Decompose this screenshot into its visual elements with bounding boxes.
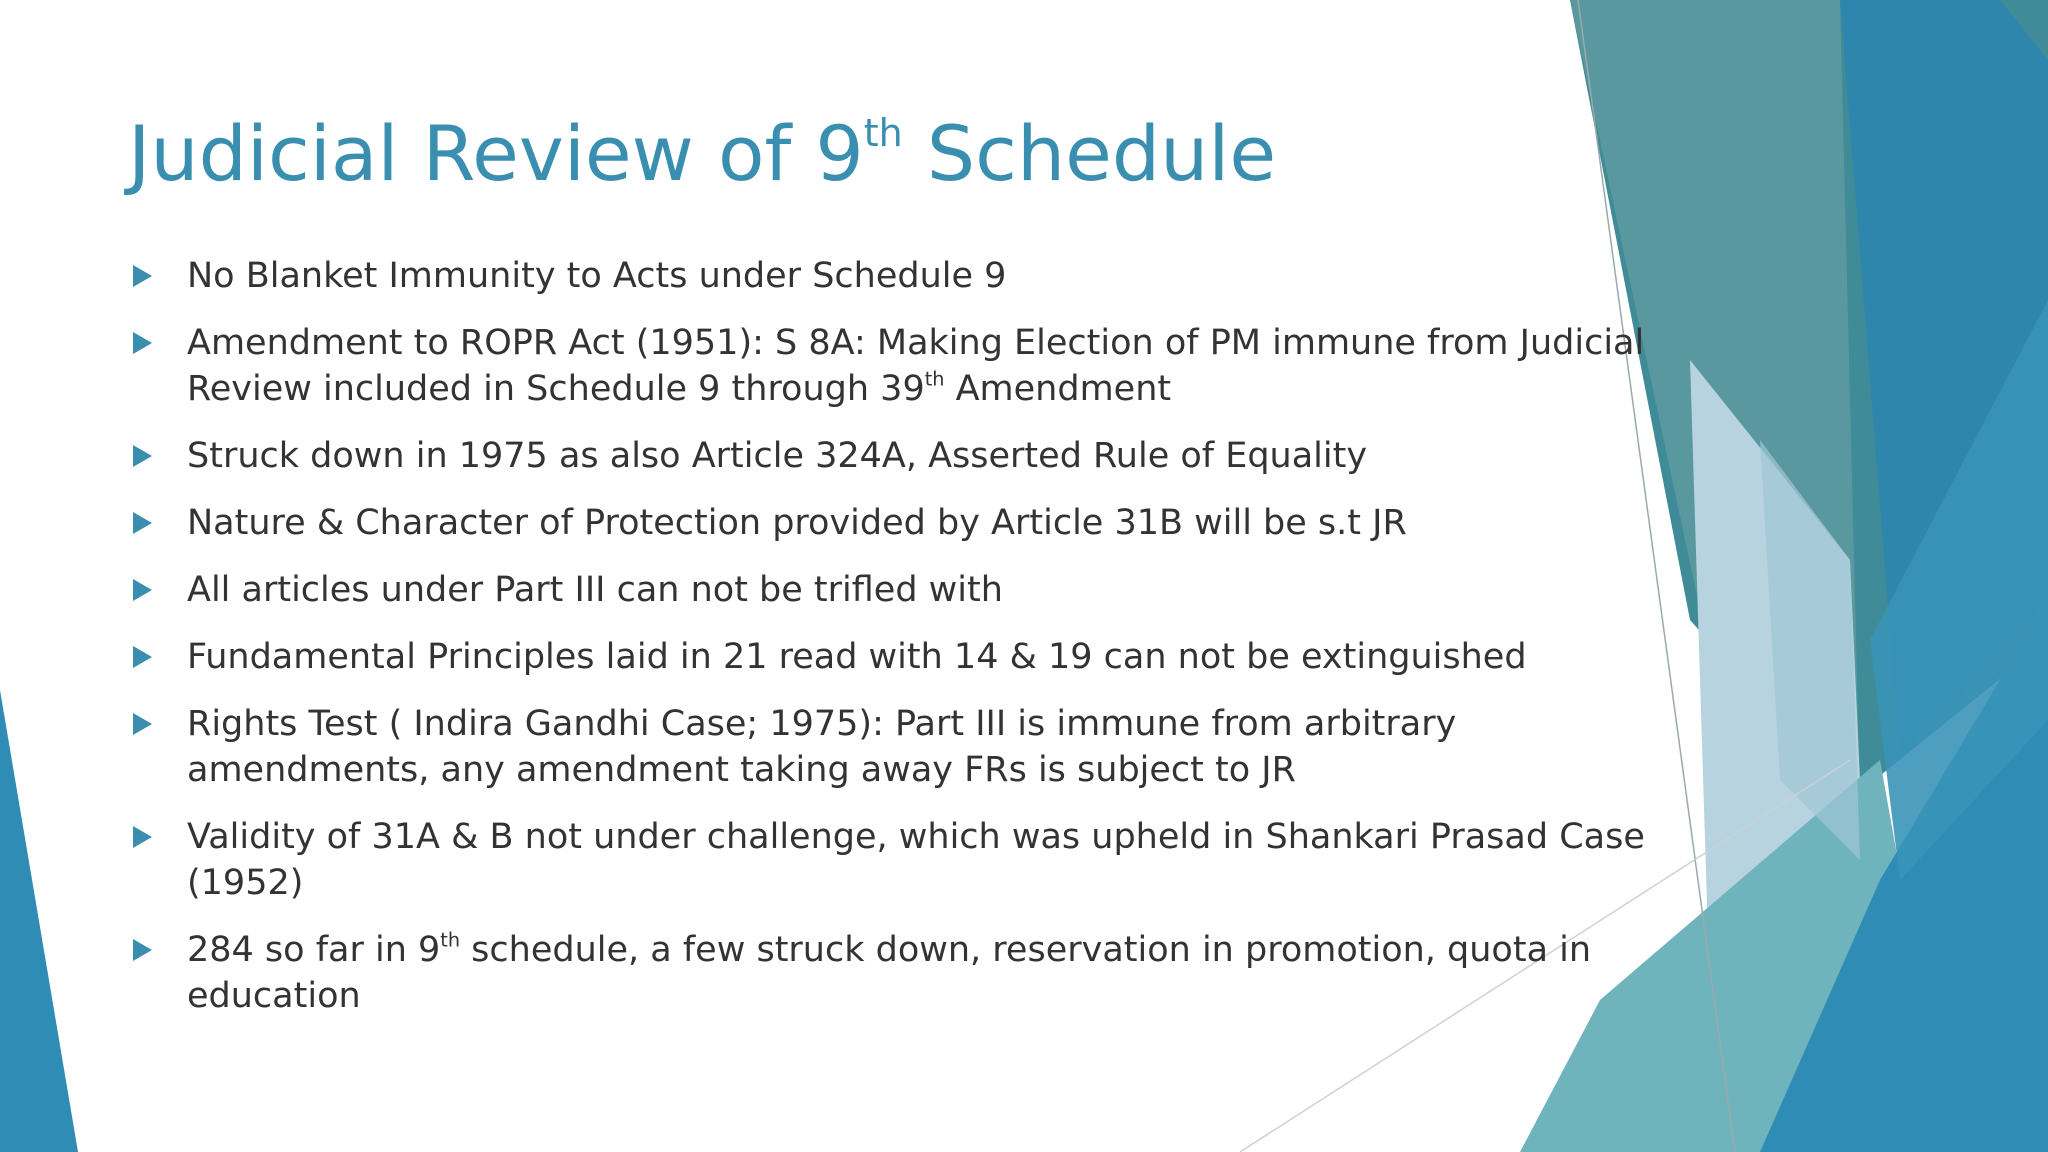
bullet-item <box>131 433 1661 479</box>
triangle-right-icon <box>133 826 152 848</box>
left-edge-shape <box>0 690 78 1152</box>
triangle-right-icon <box>133 512 152 534</box>
slide-title <box>128 109 1277 198</box>
triangle-right-icon <box>133 445 152 467</box>
triangle-right-icon <box>133 265 152 287</box>
bullet-superscript: th <box>440 928 461 952</box>
bullet-text: All articles under Part III can not be trifled with <box>187 570 1003 610</box>
triangle-right-icon <box>133 713 152 735</box>
slide-title-rest: Schedule <box>902 109 1277 198</box>
bullet-item <box>131 253 1661 299</box>
bullet-item <box>131 701 1661 793</box>
bullet-text: 284 so far in 9 <box>187 930 441 970</box>
bullet-item <box>131 567 1661 613</box>
slide-title-main: Judicial Review of 9 <box>128 109 864 198</box>
bullet-superscript: th <box>924 367 945 391</box>
bullet-text: Fundamental Principles laid in 21 read with 14 & 19 can not be extinguished <box>187 637 1527 677</box>
bullet-text-rest: Amendment <box>944 369 1172 409</box>
slide-title-superscript: th <box>863 110 903 155</box>
bullet-item <box>131 500 1661 546</box>
bullet-text: No Blanket Immunity to Acts under Schedule 9 <box>187 256 1007 296</box>
bullet-item <box>131 320 1661 412</box>
bullet-text-rest: schedule, a few struck down, reservation in promotion, quota in education <box>187 930 1592 1016</box>
bullet-item <box>131 927 1661 1019</box>
bullet-text: Rights Test ( Indira Gandhi Case; 1975): Part III is immune from arbitrary amendments, any amendment taking away FRs is subject to JR <box>187 704 1457 790</box>
bullet-text: Struck down in 1975 as also Article 324A, Asserted Rule of Equality <box>187 436 1368 476</box>
bullet-list <box>131 253 1661 1040</box>
bullet-item <box>131 814 1661 906</box>
bullet-text: Validity of 31A & B not under challenge, which was upheld in Shankari Prasad Case (1952) <box>187 817 1645 903</box>
bullet-text: Amendment to ROPR Act (1951): S 8A: Making Election of PM immune from Judicial Review included in Schedule 9 through 39 <box>187 323 1645 409</box>
bullet-item <box>131 634 1661 680</box>
triangle-right-icon <box>133 579 152 601</box>
bullet-text: Nature & Character of Protection provided by Article 31B will be s.t JR <box>187 503 1407 543</box>
triangle-right-icon <box>133 646 152 668</box>
triangle-right-icon <box>133 939 152 961</box>
triangle-right-icon <box>133 332 152 354</box>
